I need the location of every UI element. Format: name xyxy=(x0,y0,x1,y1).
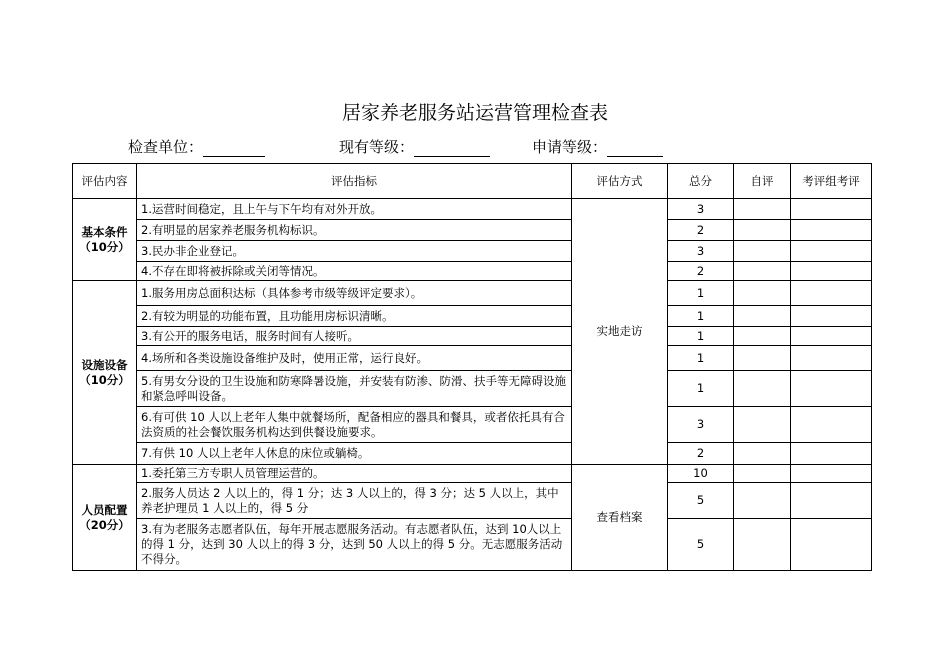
table-row xyxy=(73,519,872,571)
panel-score-cell[interactable] xyxy=(791,220,872,241)
category-facilities: 设施设备 （10分） xyxy=(73,281,137,465)
self-score-cell[interactable] xyxy=(734,483,791,519)
current-level-blank[interactable] xyxy=(414,140,490,157)
indicator-cell: 3.有为老服务志愿者队伍，每年开展志愿服务活动。有志愿者队伍，达到 10人以上的得 1 分，达到 30 人以上的得 3 分，达到 50 人以上的得 5 分。无志愿服务活动不得分。 xyxy=(137,519,572,571)
inspection-unit-label: 检查单位： xyxy=(128,138,204,156)
total-score: 5 xyxy=(668,519,734,571)
indicator-cell: 2.有较为明显的功能布置，且功能用房标识清晰。 xyxy=(137,306,572,327)
indicator-cell: 1.委托第三方专职人员管理运营的。 xyxy=(137,465,572,483)
indicator-cell: 2.有明显的居家养老服务机构标识。 xyxy=(137,220,572,241)
self-score-cell[interactable] xyxy=(734,519,791,571)
self-score-cell[interactable] xyxy=(734,465,791,483)
indicator-cell: 4.不存在即将被拆除或关闭等情况。 xyxy=(137,262,572,281)
panel-score-cell[interactable] xyxy=(791,281,872,306)
table-row xyxy=(73,443,872,465)
table-row xyxy=(73,262,872,281)
total-score: 2 xyxy=(668,262,734,281)
indicator-cell: 2.服务人员达 2 人以上的，得 1 分；达 3 人以上的，得 3 分；达 5 人以上，其中养老护理员 1 人以上的，得 5 分 xyxy=(137,483,572,519)
self-score-cell[interactable] xyxy=(734,306,791,327)
current-level-field xyxy=(339,136,490,157)
current-level-label: 现有等级： xyxy=(339,138,415,156)
total-score: 5 xyxy=(668,483,734,519)
table-row xyxy=(73,199,872,220)
self-score-cell[interactable] xyxy=(734,262,791,281)
self-score-cell[interactable] xyxy=(734,327,791,346)
panel-score-cell[interactable] xyxy=(791,443,872,465)
total-score: 3 xyxy=(668,199,734,220)
table-header-row xyxy=(73,164,872,199)
method-check-records: 查看档案 xyxy=(572,465,668,571)
total-score: 2 xyxy=(668,443,734,465)
total-score: 1 xyxy=(668,281,734,306)
table-row xyxy=(73,483,872,519)
panel-score-cell[interactable] xyxy=(791,327,872,346)
indicator-cell: 6.有可供 10 人以上老年人集中就餐场所，配备相应的器具和餐具，或者依托具有合法资质的社会餐饮服务机构达到供餐设施要求。 xyxy=(137,407,572,443)
total-score: 3 xyxy=(668,407,734,443)
panel-score-cell[interactable] xyxy=(791,241,872,262)
header-indicator: 评估指标 xyxy=(137,164,572,199)
table-row xyxy=(73,465,872,483)
indicator-cell: 1.运营时间稳定，且上午与下午均有对外开放。 xyxy=(137,199,572,220)
total-score: 10 xyxy=(668,465,734,483)
category-staffing: 人员配置 （20分） xyxy=(73,465,137,571)
total-score: 2 xyxy=(668,220,734,241)
inspection-unit-field xyxy=(128,136,265,157)
apply-level-field xyxy=(532,136,663,157)
table-row xyxy=(73,306,872,327)
header-panel: 考评组考评 xyxy=(791,164,872,199)
panel-score-cell[interactable] xyxy=(791,483,872,519)
table-row xyxy=(73,327,872,346)
panel-score-cell[interactable] xyxy=(791,407,872,443)
table-row xyxy=(73,241,872,262)
category-basic: 基本条件 （10分） xyxy=(73,199,137,281)
total-score: 1 xyxy=(668,371,734,407)
self-score-cell[interactable] xyxy=(734,281,791,306)
total-score: 3 xyxy=(668,241,734,262)
self-score-cell[interactable] xyxy=(734,199,791,220)
header-self: 自评 xyxy=(734,164,791,199)
panel-score-cell[interactable] xyxy=(791,262,872,281)
table-row xyxy=(73,220,872,241)
self-score-cell[interactable] xyxy=(734,371,791,407)
self-score-cell[interactable] xyxy=(734,443,791,465)
self-score-cell[interactable] xyxy=(734,346,791,371)
self-score-cell[interactable] xyxy=(734,241,791,262)
indicator-cell: 1.服务用房总面积达标（具体参考市级等级评定要求）。 xyxy=(137,281,572,306)
panel-score-cell[interactable] xyxy=(791,346,872,371)
page-title: 居家养老服务站运营管理检查表 xyxy=(341,102,608,124)
panel-score-cell[interactable] xyxy=(791,306,872,327)
table-row xyxy=(73,346,872,371)
indicator-cell: 3.民办非企业登记。 xyxy=(137,241,572,262)
self-score-cell[interactable] xyxy=(734,220,791,241)
total-score: 1 xyxy=(668,346,734,371)
header-method: 评估方式 xyxy=(572,164,668,199)
indicator-cell: 3.有公开的服务电话，服务时间有人接听。 xyxy=(137,327,572,346)
panel-score-cell[interactable] xyxy=(791,199,872,220)
header-category: 评估内容 xyxy=(73,164,137,199)
inspection-table xyxy=(72,163,872,571)
table-row xyxy=(73,281,872,306)
total-score: 1 xyxy=(668,306,734,327)
panel-score-cell[interactable] xyxy=(791,519,872,571)
panel-score-cell[interactable] xyxy=(791,465,872,483)
apply-level-label: 申请等级： xyxy=(532,138,608,156)
panel-score-cell[interactable] xyxy=(791,371,872,407)
self-score-cell[interactable] xyxy=(734,407,791,443)
apply-level-blank[interactable] xyxy=(607,140,663,157)
indicator-cell: 7.有供 10 人以上老年人休息的床位或躺椅。 xyxy=(137,443,572,465)
header-total: 总分 xyxy=(668,164,734,199)
table-row xyxy=(73,371,872,407)
inspection-unit-blank[interactable] xyxy=(203,140,265,157)
indicator-cell: 5.有男女分设的卫生设施和防寒降暑设施，并安装有防渗、防滑、扶手等无障碍设施和紧急呼叫设备。 xyxy=(137,371,572,407)
indicator-cell: 4.场所和各类设施设备维护及时，使用正常，运行良好。 xyxy=(137,346,572,371)
total-score: 1 xyxy=(668,327,734,346)
table-row xyxy=(73,407,872,443)
method-site-visit: 实地走访 xyxy=(572,199,668,465)
